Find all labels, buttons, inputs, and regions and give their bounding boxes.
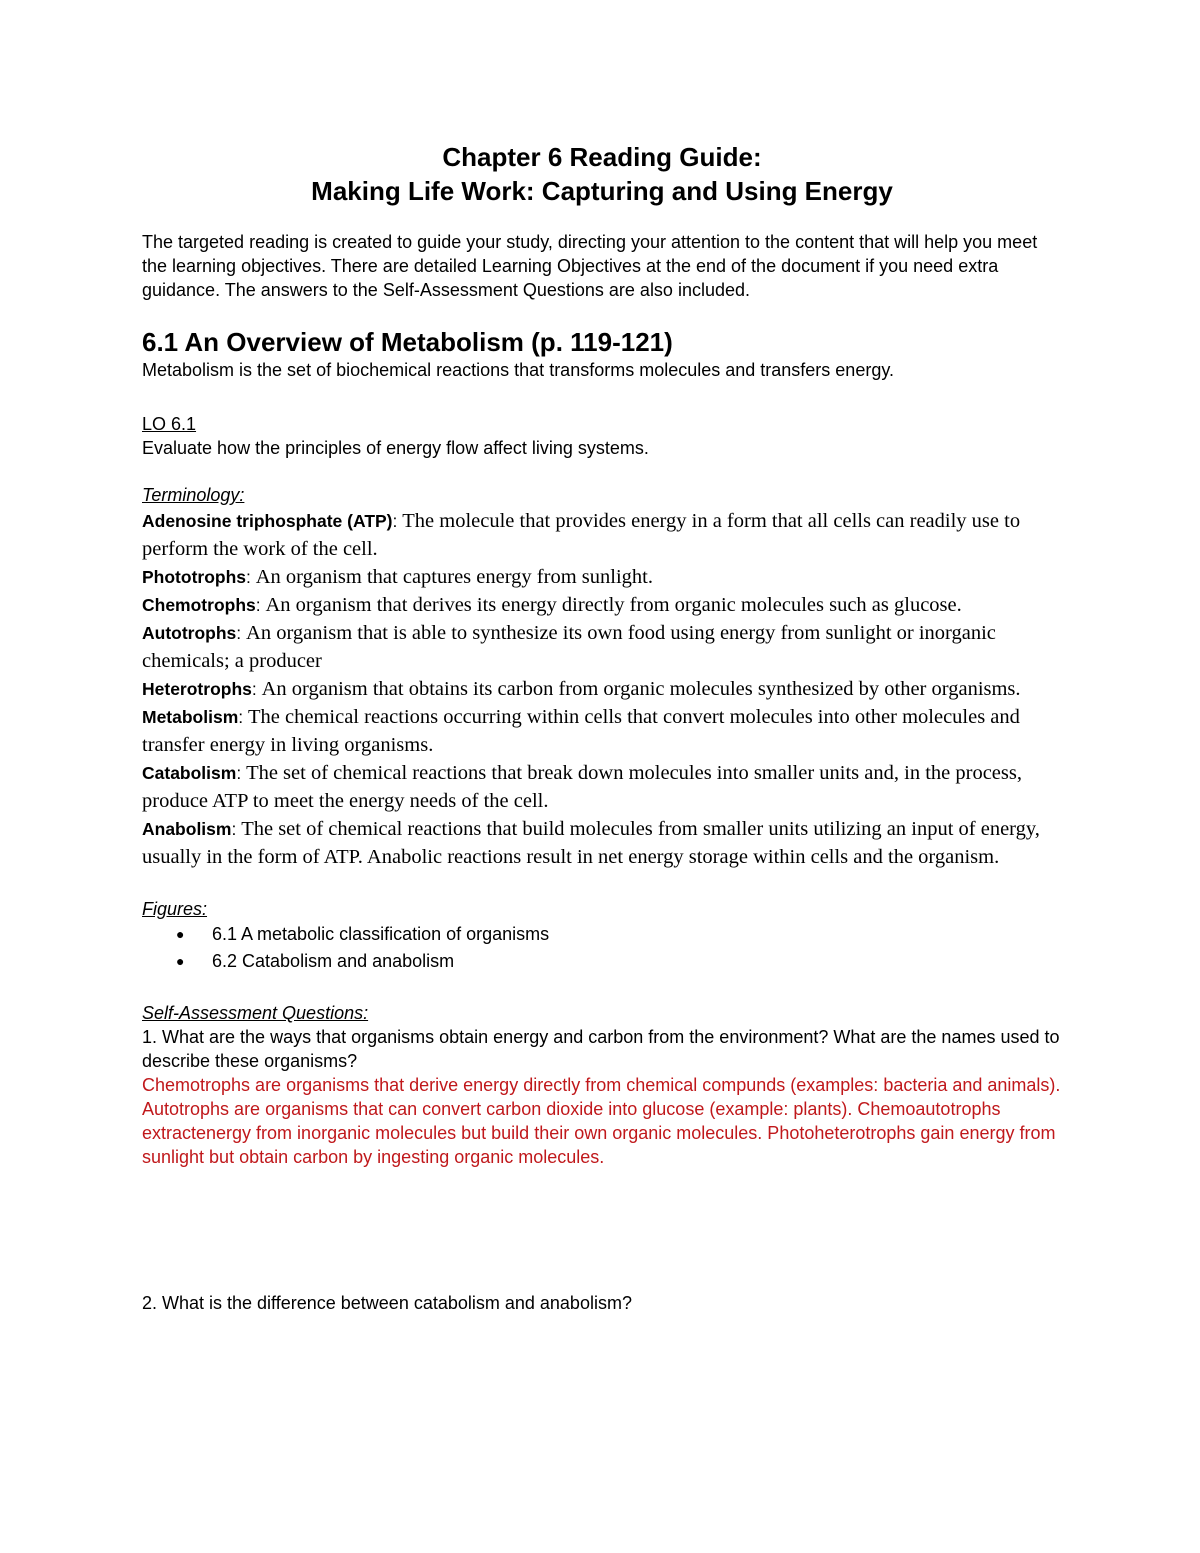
term-definition: An organism that derives its energy directly from organic molecules such as glucose. — [265, 594, 962, 616]
answer-1: Chemotrophs are organisms that derive energy directly from chemical compunds (examples: bacteria and animals). Autotrophs are organisms that can convert carbon dioxide into glucose (example: plants). Chemoautotrophs extractenergy from inorganic molecules but build their own organic molecules. Photoheterotrophs gain energy from sunlight but obtain carbon by ingesting organic molecules. — [142, 1075, 1061, 1167]
term-entry: Heterotrophs: An organism that obtains its carbon from organic molecules synthesized by other organisms. — [142, 678, 1021, 700]
term-definition: An organism that is able to synthesize its own food using energy from sunlight or inorganic chemicals; a producer — [142, 622, 996, 672]
figures-section — [142, 897, 1062, 975]
term-definition: An organism that obtains its carbon from organic molecules synthesized by other organisms. — [261, 678, 1021, 700]
terminology-label: Terminology: — [142, 485, 245, 505]
term-definition: The chemical reactions occurring within cells that convert molecules into other molecules and transfer energy in living organisms. — [142, 706, 1020, 756]
figures-list — [142, 921, 1062, 975]
term-entry: Catabolism: The set of chemical reactions that break down molecules into smaller units and, in the process, produce ATP to meet the energy needs of the cell. — [142, 762, 1022, 812]
title-line-1: Chapter 6 Reading Guide: — [442, 142, 762, 172]
term-definition: The set of chemical reactions that break down molecules into smaller units and, in the process, produce ATP to meet the energy needs of the cell. — [142, 762, 1022, 812]
term-entry: Metabolism: The chemical reactions occurring within cells that convert molecules into other molecules and transfer energy in living organisms. — [142, 706, 1020, 756]
lo-text: Evaluate how the principles of energy flow affect living systems. — [142, 438, 649, 458]
term-name: Heterotrophs — [142, 679, 252, 699]
term-name: Metabolism — [142, 707, 239, 727]
self-assessment-section — [142, 1001, 1062, 1315]
self-assessment-label: Self-Assessment Questions: — [142, 1003, 369, 1023]
intro-paragraph: The targeted reading is created to guide your study, directing your attention to the content that will help you meet the learning objectives. There are detailed Learning Objectives at the end of the document if you need extra guidance. The answers to the Self-Assessment Questions are also included. — [142, 232, 1038, 300]
document-page — [142, 140, 1062, 1315]
term-entry: Adenosine triphosphate (ATP): The molecule that provides energy in a form that all cells can readily use to perform the work of the cell. — [142, 510, 1021, 560]
term-name: Anabolism — [142, 819, 232, 839]
bullet-icon: ● — [176, 926, 185, 942]
list-item: ● 6.2 Catabolism and anabolism — [142, 948, 1062, 975]
term-entry: Chemotrophs: An organism that derives its energy directly from organic molecules such as glucose. — [142, 594, 962, 616]
term-entry: Anabolism: The set of chemical reactions that build molecules from smaller units utilizing an input of energy, usually in the form of ATP. Anabolic reactions result in net energy storage within cells and the organism. — [142, 818, 1040, 868]
term-name: Catabolism — [142, 763, 237, 783]
section-heading: 6.1 An Overview of Metabolism (p. 119-121) — [142, 327, 673, 357]
figures-label: Figures: — [142, 899, 208, 919]
learning-objective — [142, 412, 1062, 460]
bullet-icon: ● — [176, 953, 185, 969]
term-name: Chemotrophs — [142, 595, 256, 615]
question-2: 2. What is the difference between catabolism and anabolism? — [142, 1293, 632, 1313]
document-title — [142, 140, 1062, 208]
section-description: Metabolism is the set of biochemical reactions that transforms molecules and transfers energy. — [142, 360, 895, 380]
title-line-2: Making Life Work: Capturing and Using Energy — [311, 176, 893, 206]
lo-label: LO 6.1 — [142, 414, 197, 434]
term-definition: The set of chemical reactions that build molecules from smaller units utilizing an input of energy, usually in the form of ATP. Anabolic reactions result in net energy storage within cells and the organism. — [142, 818, 1040, 868]
term-name: Adenosine triphosphate (ATP) — [142, 511, 393, 531]
question-1: 1. What are the ways that organisms obtain energy and carbon from the environment? What are the names used to describe these organisms? — [142, 1027, 1060, 1071]
term-entry: Phototrophs: An organism that captures energy from sunlight. — [142, 566, 653, 588]
term-name: Phototrophs — [142, 567, 247, 587]
term-definition: The molecule that provides energy in a form that all cells can readily use to perform the work of the cell. — [142, 510, 1021, 560]
term-definition: An organism that captures energy from sunlight. — [255, 566, 653, 588]
terminology-section — [142, 483, 1062, 871]
list-item: ● 6.1 A metabolic classification of organisms — [142, 921, 1062, 948]
term-entry: Autotrophs: An organism that is able to synthesize its own food using energy from sunlight or inorganic chemicals; a producer — [142, 622, 996, 672]
term-name: Autotrophs — [142, 623, 237, 643]
